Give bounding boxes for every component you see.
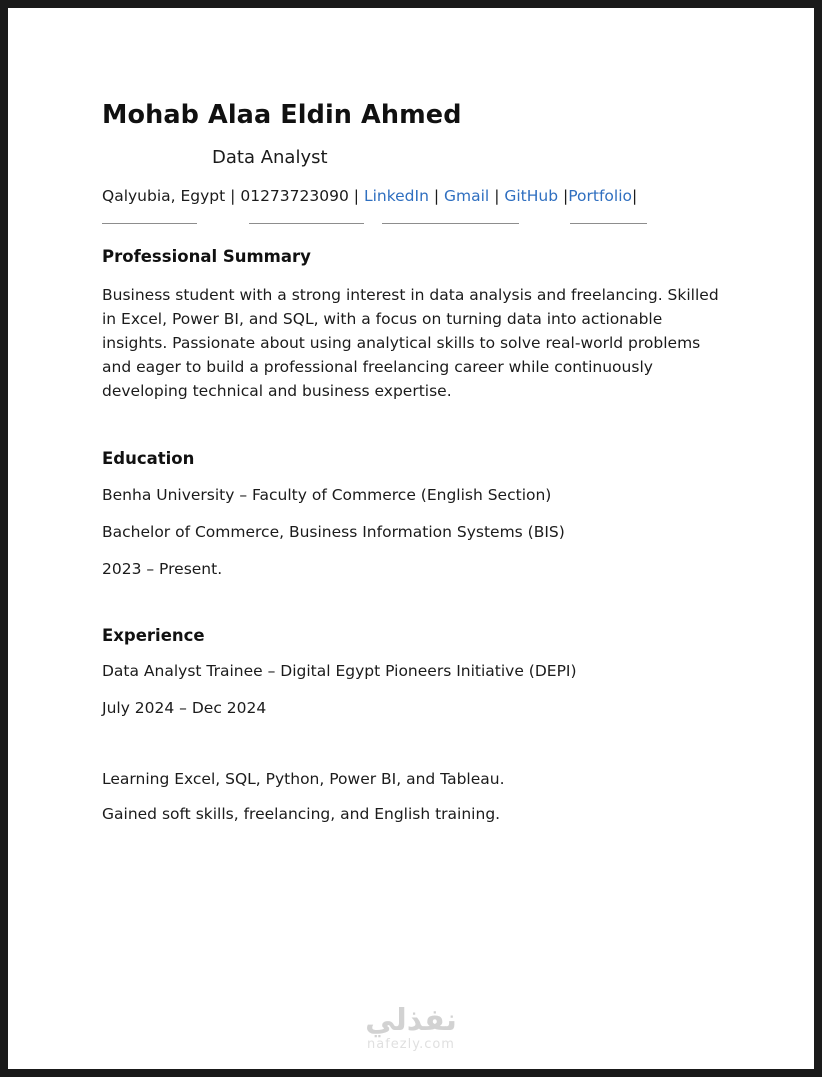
contact-location: Qalyubia, Egypt xyxy=(102,187,226,206)
experience-role: Data Analyst Trainee – Digital Egypt Pioneers Initiative (DEPI) xyxy=(102,662,577,681)
link-linkedin[interactable]: LinkedIn xyxy=(363,187,429,206)
education-degree: Bachelor of Commerce, Business Information Systems (BIS) xyxy=(102,522,565,541)
experience-bullet: Learning Excel, SQL, Python, Power BI, and Tableau. xyxy=(102,770,505,789)
contact-separator-5: | xyxy=(563,187,569,206)
resume-content xyxy=(102,100,732,825)
link-gmail[interactable]: Gmail xyxy=(444,187,490,206)
experience-bullet: Gained soft skills, freelancing, and English training. xyxy=(102,805,501,824)
job-title: Data Analyst xyxy=(212,146,328,168)
link-github[interactable]: GitHub xyxy=(504,187,559,206)
contact-separator-3: | xyxy=(433,187,440,206)
education-institution: Benha University – Faculty of Commerce (English Section) xyxy=(102,485,552,504)
watermark xyxy=(8,1003,814,1052)
experience-dates: July 2024 – Dec 2024 xyxy=(102,699,267,718)
section-heading-education: Education xyxy=(102,448,195,468)
watermark-arabic: نفذلي xyxy=(365,1003,457,1038)
divider-segment-3 xyxy=(382,223,519,224)
contact-line xyxy=(102,186,732,207)
spacer-1 xyxy=(102,403,732,449)
contact-separator-6: | xyxy=(632,187,638,206)
header-divider xyxy=(102,217,647,231)
link-portfolio[interactable]: Portfolio xyxy=(568,187,633,206)
summary-text: Business student with a strong interest in data analysis and freelancing. Skilled in Excel, Power BI, and SQL, with a focus on turning data into actionable insights. Passionate about using analytical skills to solve real-world problems and eager to build a professional freelancing career while continuously developing technical and business expertise. xyxy=(102,285,719,400)
contact-separator-2: | xyxy=(353,187,359,206)
divider-segment-4 xyxy=(570,223,647,224)
section-heading-summary: Professional Summary xyxy=(102,247,311,267)
section-heading-experience: Experience xyxy=(102,625,205,645)
watermark-latin: nafezly.com xyxy=(367,1037,455,1052)
spacer-2 xyxy=(102,580,732,626)
divider-segment-2 xyxy=(249,223,364,224)
contact-separator-1: | xyxy=(230,187,236,206)
contact-phone: 01273723090 xyxy=(240,187,349,206)
education-dates: 2023 – Present. xyxy=(102,559,223,578)
spacer-3 xyxy=(102,735,732,769)
document-page xyxy=(8,8,814,1069)
page-title: Mohab Alaa Eldin Ahmed xyxy=(102,100,462,130)
divider-segment-1 xyxy=(102,223,197,224)
contact-separator-4: | xyxy=(494,187,500,206)
